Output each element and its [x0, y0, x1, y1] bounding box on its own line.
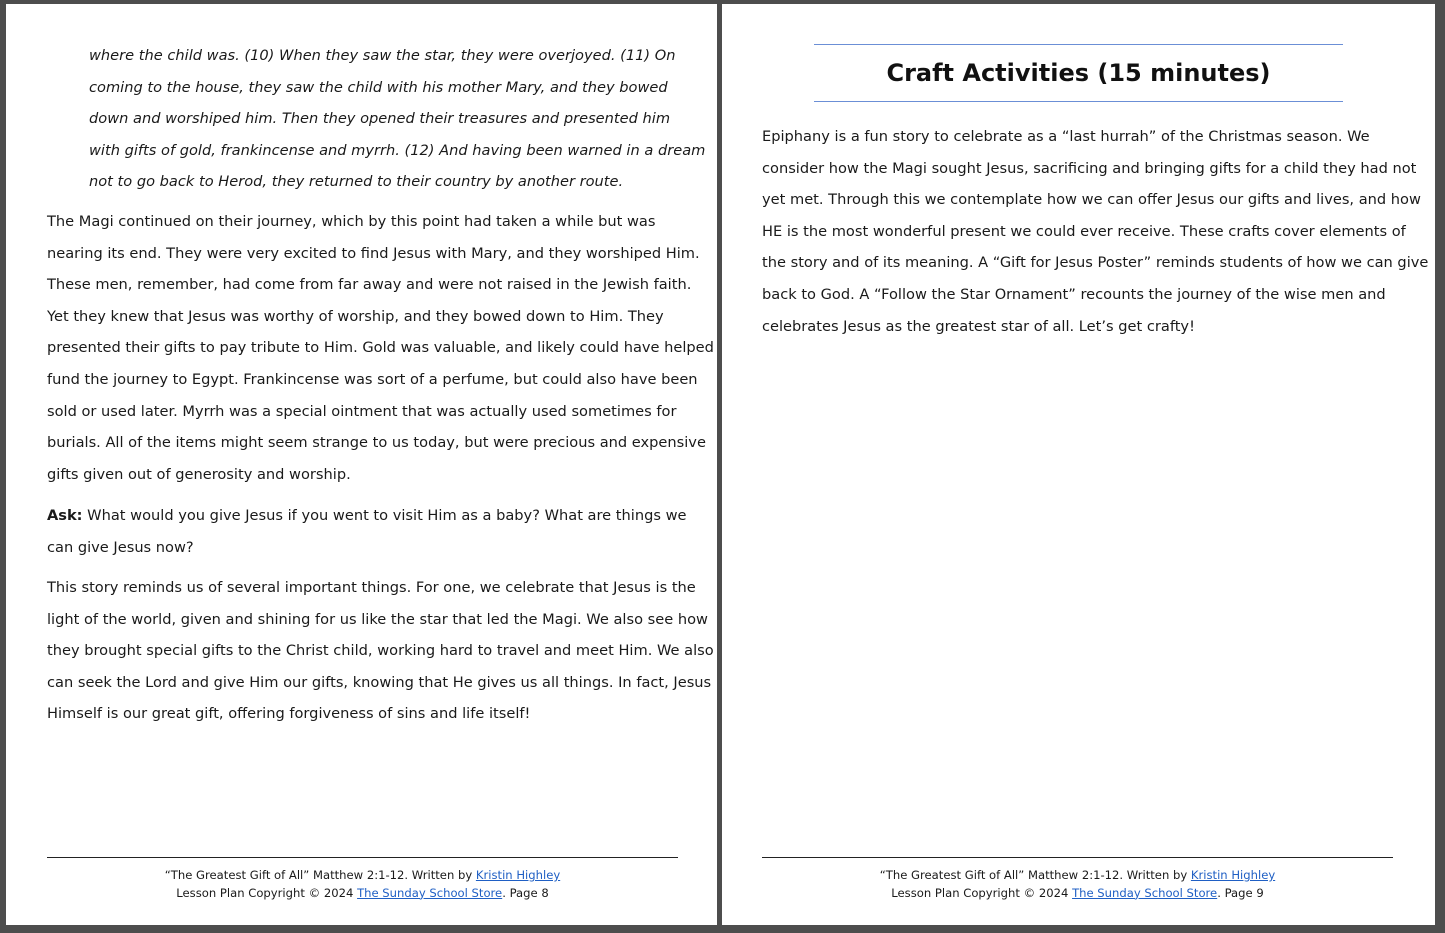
- text-line: light of the world, given and shining for us like the star that led the Magi. We also see how: [47, 610, 708, 628]
- footer-line-1: [47, 867, 678, 885]
- footer-line-2: [762, 885, 1393, 903]
- copyright-text: Lesson Plan Copyright © 2024: [891, 885, 1073, 900]
- verse-line: coming to the house, they saw the child with his mother Mary, and they bowed: [89, 78, 668, 96]
- text-line: gifts given out of generosity and worship.: [47, 465, 351, 483]
- text-line: can seek the Lord and give Him our gifts, knowing that He gives us all things. In fact, Jesus: [47, 673, 712, 691]
- copyright-text: Lesson Plan Copyright © 2024: [176, 885, 358, 900]
- footer-line-1: [762, 867, 1393, 885]
- text-line: [47, 500, 687, 532]
- ask-text: What would you give Jesus if you went to visit Him as a baby? What are things we: [82, 507, 687, 524]
- text-line: The Magi continued on their journey, which by this point had taken a while but was: [47, 213, 656, 230]
- text-line: Himself is our great gift, offering forgiveness of sins and life itself!: [47, 705, 531, 723]
- text-line: celebrates Jesus as the greatest star of all. Let’s get crafty!: [762, 317, 1195, 335]
- section-title: Craft Activities (15 minutes): [886, 59, 1271, 87]
- verse-line: not to go back to Herod, they returned to their country by another route.: [89, 173, 624, 191]
- text-line: burials. All of the items might seem strange to us today, but were precious and expensive: [47, 434, 706, 452]
- text-line: nearing its end. They were very excited to find Jesus with Mary, and they worshiped Him.: [47, 244, 700, 262]
- verse-line: down and worshiped him. Then they opened their treasures and presented him: [89, 110, 671, 128]
- text-line: they brought special gifts to the Christ child, working hard to travel and meet Him. We also: [47, 642, 714, 660]
- footer-line-2: [47, 885, 678, 903]
- store-link[interactable]: The Sunday School Store: [1072, 885, 1218, 900]
- text-line: yet met. Through this we contemplate how we can offer Jesus our gifts and lives, and how: [762, 191, 1421, 209]
- text-line: These men, remember, had come from far away and were not raised in the Jewish faith.: [47, 276, 692, 294]
- verse-line: with gifts of gold, frankincense and myrrh. (12) And having been warned in a dream: [89, 141, 706, 159]
- text-line: HE is the most wonderful present we could ever receive. These crafts cover elements of: [762, 222, 1406, 240]
- text-line: Yet they knew that Jesus was worthy of worship, and they bowed down to Him. They: [47, 307, 664, 325]
- text-line: the story and of its meaning. A “Gift for Jesus Poster” reminds students of how we can give: [762, 254, 1429, 272]
- footer-divider: [47, 857, 678, 858]
- footer-citation: “The Greatest Gift of All” Matthew 2:1-12. Written by: [879, 868, 1191, 882]
- page-footer: [762, 867, 1393, 902]
- text-line: back to God. A “Follow the Star Ornament” recounts the journey of the wise men and: [762, 285, 1386, 303]
- text-line: This story reminds us of several important things. For one, we celebrate that Jesus is the: [47, 579, 696, 596]
- footer-divider: [762, 857, 1393, 858]
- author-link[interactable]: Kristin Highley: [475, 868, 561, 882]
- text-line: Epiphany is a fun story to celebrate as a “last hurrah” of the Christmas season. We: [762, 128, 1370, 145]
- title-rule-bottom: [814, 101, 1343, 102]
- page-footer: [47, 867, 678, 902]
- author-link[interactable]: Kristin Highley: [1190, 868, 1276, 882]
- page-number: . Page 8: [502, 885, 549, 900]
- verse-line: where the child was. (10) When they saw the star, they were overjoyed. (11) On: [89, 47, 676, 64]
- footer-citation: “The Greatest Gift of All” Matthew 2:1-12. Written by: [164, 868, 476, 882]
- text-line: fund the journey to Egypt. Frankincense was sort of a perfume, but could also have been: [47, 370, 698, 388]
- section-heading: [814, 44, 1343, 102]
- text-line: sold or used later. Myrrh was a special ointment that was actually used sometimes for: [47, 402, 677, 420]
- paragraph-reminders: [47, 572, 714, 730]
- page-number: . Page 9: [1217, 885, 1264, 900]
- ask-question: [47, 500, 687, 563]
- page-9: [722, 4, 1435, 925]
- page-8: [6, 4, 717, 925]
- store-link[interactable]: The Sunday School Store: [357, 885, 503, 900]
- text-line: can give Jesus now?: [47, 538, 194, 556]
- ask-label: Ask:: [47, 507, 83, 524]
- text-line: presented their gifts to pay tribute to Him. Gold was valuable, and likely could have helped: [47, 339, 714, 357]
- scripture-quote: [89, 40, 706, 198]
- paragraph-magi-journey: [47, 206, 714, 490]
- paragraph-craft-intro: [762, 121, 1429, 342]
- text-line: consider how the Magi sought Jesus, sacrificing and bringing gifts for a child they had not: [762, 159, 1417, 177]
